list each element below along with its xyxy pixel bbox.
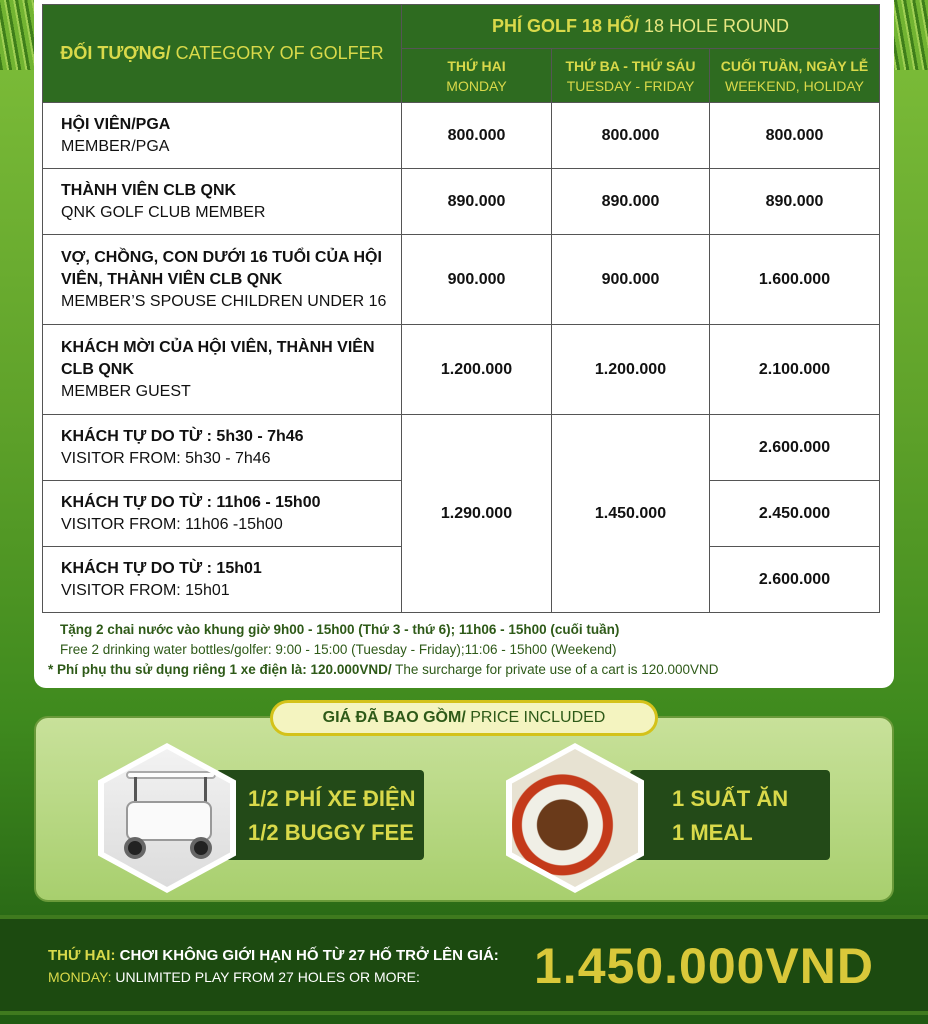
included-item-buggy	[216, 770, 424, 860]
category-vi: HỘI VIÊN/PGA	[61, 115, 171, 133]
table-row	[43, 325, 880, 415]
price-included-title	[270, 700, 658, 736]
price-monday: 890.000	[402, 169, 552, 235]
notes	[48, 620, 719, 680]
table-row	[43, 169, 880, 235]
price-table	[42, 4, 880, 613]
included-title-vi: GIÁ ĐÃ BAO GỒM/	[322, 709, 466, 726]
day-label-en: MONDAY	[446, 77, 507, 94]
price-tuesday-friday: 890.000	[552, 169, 710, 235]
monday-promo-banner	[0, 915, 928, 1015]
category-cell	[43, 169, 402, 235]
price-weekend: 1.600.000	[710, 235, 880, 325]
price-tuesday-friday: 900.000	[552, 235, 710, 325]
fee-header-vi: PHÍ GOLF 18 HỐ/	[491, 16, 639, 36]
included-item-en: 1/2 BUGGY FEE	[248, 820, 414, 845]
category-cell	[43, 481, 402, 547]
category-en: VISITOR FROM: 5h30 - 7h46	[61, 449, 271, 467]
note-surcharge	[48, 660, 719, 680]
category-vi: KHÁCH TỰ DO TỪ : 15h01	[61, 559, 262, 577]
price-monday: 800.000	[402, 103, 552, 169]
price-weekend: 2.600.000	[710, 547, 880, 613]
promo-label-en: MONDAY:	[48, 969, 112, 985]
included-item-vi: 1 SUẤT ĂN	[672, 786, 789, 811]
table-row	[43, 235, 880, 325]
table-row	[43, 415, 880, 481]
price-monday: 1.200.000	[402, 325, 552, 415]
promo-text-en: UNLIMITED PLAY FROM 27 HOLES OR MORE:	[111, 969, 420, 985]
category-vi: KHÁCH TỰ DO TỪ : 11h06 - 15h00	[61, 493, 321, 511]
note-surcharge-en: The surcharge for private use of a cart is 120.000VND	[391, 662, 719, 677]
included-item-meal	[630, 770, 830, 860]
day-label-en: TUESDAY - FRIDAY	[566, 77, 695, 94]
category-cell	[43, 325, 402, 415]
grass-decoration-right	[888, 0, 928, 70]
price-tuesday-friday: 800.000	[552, 103, 710, 169]
day-label-en: WEEKEND, HOLIDAY	[725, 77, 864, 94]
price-weekend: 2.100.000	[710, 325, 880, 415]
day-header-tuesday-friday	[552, 49, 710, 103]
promo-label-vi: THỨ HAI:	[48, 947, 116, 964]
category-vi: KHÁCH TỰ DO TỪ : 5h30 - 7h46	[61, 427, 304, 445]
category-cell	[43, 235, 402, 325]
category-cell	[43, 415, 402, 481]
category-cell	[43, 547, 402, 613]
category-en: VISITOR FROM: 11h06 -15h00	[61, 515, 283, 533]
table-row	[43, 103, 880, 169]
included-item-vi: 1/2 PHÍ XE ĐIỆN	[248, 786, 416, 811]
day-header-weekend	[710, 49, 880, 103]
visitor-price-tuesday-friday: 1.450.000	[552, 415, 710, 613]
promo-line-vi	[48, 947, 499, 964]
included-title-en: PRICE INCLUDED	[465, 709, 606, 726]
category-en: MEMBER GUEST	[61, 382, 191, 400]
price-card	[34, 0, 894, 688]
category-header-en: CATEGORY OF GOLFER	[170, 43, 384, 63]
category-vi: THÀNH VIÊN CLB QNK	[61, 181, 237, 199]
price-weekend: 2.450.000	[710, 481, 880, 547]
price-tuesday-friday: 1.200.000	[552, 325, 710, 415]
fee-header-en: 18 HOLE ROUND	[638, 16, 790, 36]
day-label-vi: THỨ BA - THỨ SÁU	[565, 57, 696, 74]
category-en: MEMBER/PGA	[61, 137, 170, 155]
category-header-vi: ĐỐI TƯỢNG/	[60, 43, 171, 63]
category-vi: VỢ, CHỒNG, CON DƯỚI 16 TUỔI CỦA HỘI VIÊN, THÀNH VIÊN CLB QNK	[61, 248, 382, 288]
fee-header	[402, 5, 880, 49]
included-item-en: 1 MEAL	[672, 820, 753, 845]
price-monday: 900.000	[402, 235, 552, 325]
visitor-price-monday: 1.290.000	[402, 415, 552, 613]
price-weekend: 890.000	[710, 169, 880, 235]
category-en: QNK GOLF CLUB MEMBER	[61, 203, 266, 221]
promo-text-vi: CHƠI KHÔNG GIỚI HẠN HỐ TỪ 27 HỐ TRỞ LÊN GIÁ:	[115, 947, 499, 964]
day-label-vi: CUỐI TUẦN, NGÀY LỄ	[720, 57, 869, 74]
category-en: MEMBER’S SPOUSE CHILDREN UNDER 16	[61, 292, 387, 310]
note-water-en: Free 2 drinking water bottles/golfer: 9:00 - 15:00 (Tuesday - Friday);11:06 - 15h00 (Weekend)	[60, 642, 617, 657]
promo-line-en	[48, 969, 420, 985]
note-water-vi: Tặng 2 chai nước vào khung giờ 9h00 - 15h00 (Thứ 3 - thứ 6); 11h06 - 15h00 (cuối tuần)	[60, 622, 620, 637]
day-label-vi: THỨ HAI	[447, 57, 506, 74]
note-surcharge-vi: * Phí phụ thu sử dụng riêng 1 xe điện là: 120.000VND/	[48, 662, 392, 677]
price-weekend: 800.000	[710, 103, 880, 169]
category-vi: KHÁCH MỜI CỦA HỘI VIÊN, THÀNH VIÊN CLB QNK	[61, 338, 375, 378]
price-weekend: 2.600.000	[710, 415, 880, 481]
category-en: VISITOR FROM: 15h01	[61, 581, 230, 599]
promo-price: 1.450.000VND	[534, 938, 875, 994]
category-cell	[43, 103, 402, 169]
day-header-monday	[402, 49, 552, 103]
category-header	[43, 5, 402, 103]
